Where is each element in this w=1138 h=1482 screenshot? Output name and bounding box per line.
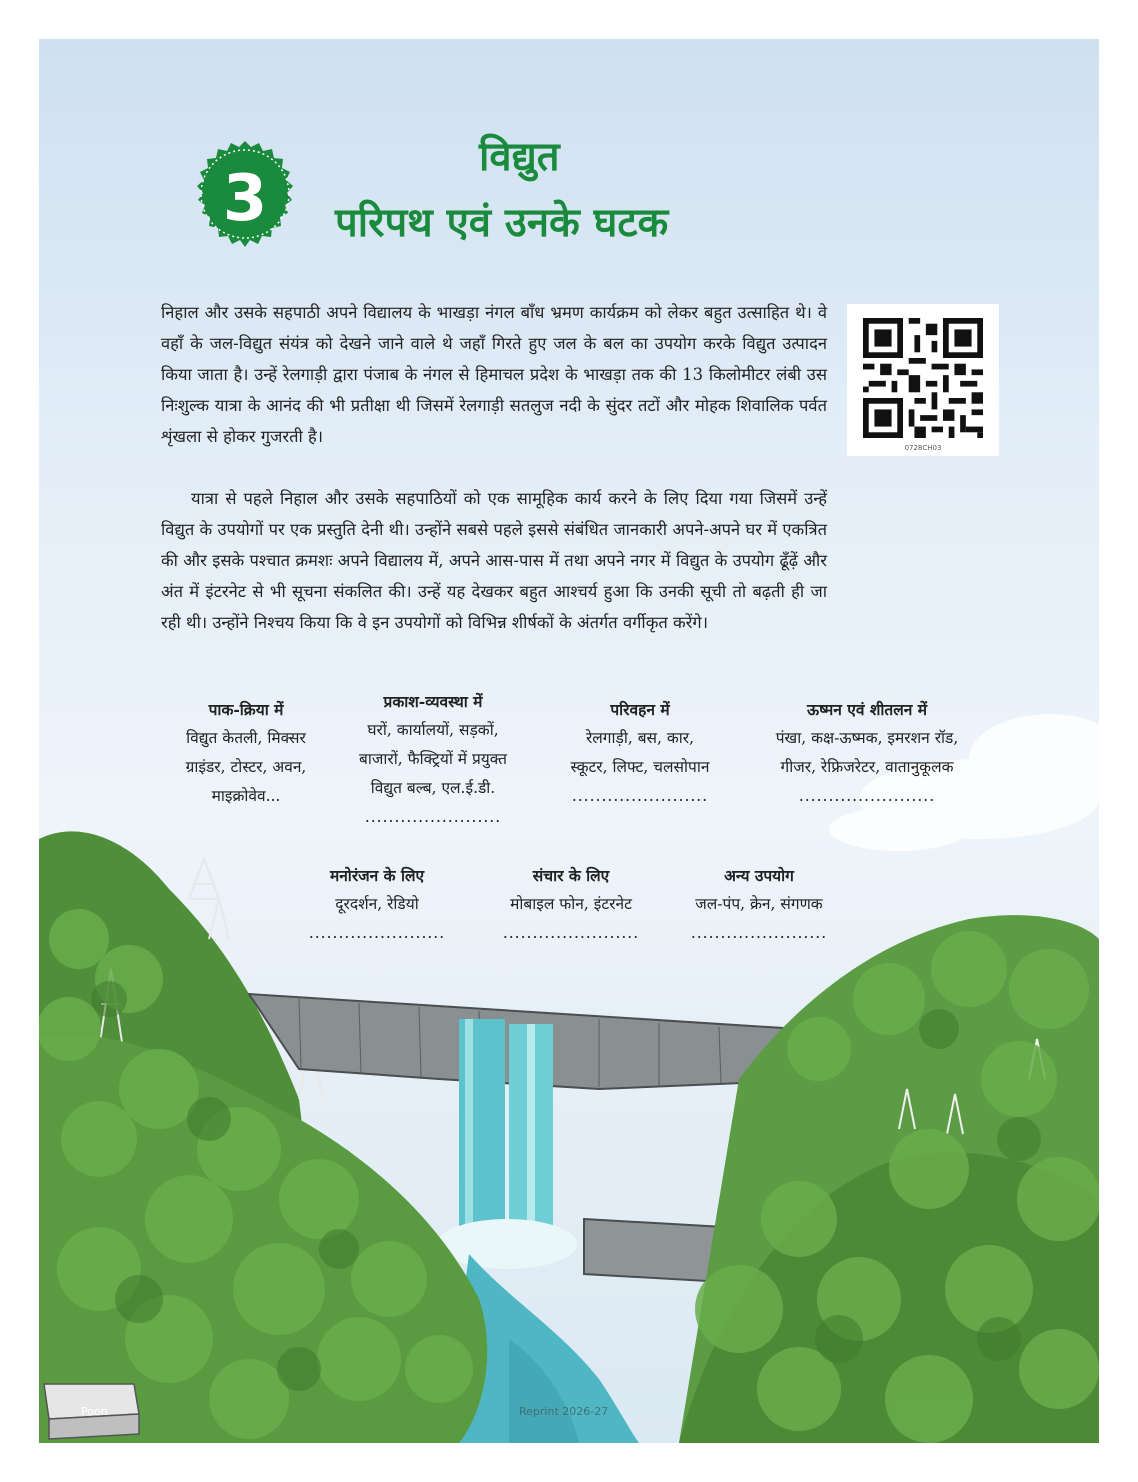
category-dots: .......................: [502, 924, 640, 942]
category-line: रेलगाड़ी, बस, कार,: [585, 729, 695, 747]
category-heating-cooling: [743, 695, 991, 811]
category-title: प्रकाश-व्यवस्था में: [383, 692, 483, 711]
intro-paragraph-1: निहाल और उसके सहपाठी अपने विद्यालय के भाखड़ा नंगल बाँध भ्रमण कार्यक्रम को लेकर बहुत उत्साहित थे। वे वहाँ के जल-विद्युत संयंत्र को देखने जाने वाले थे जहाँ गिरते हुए जल के बल का उपयोग करके विद्युत उत्पादन किया जाता है। उन्हें रेलगाड़ी द्वारा पंजाब के नंगल से हिमाचल प्रदेश के भाखड़ा तक की 13 किलोमीटर लंबी उस निःशुल्क यात्रा के आनंद की भी प्रतीक्षा थी जिसमें रेलगाड़ी सतलुज नदी के सुंदर तटों और मोहक शिवालिक पर्वत शृंखला से होकर गुजरती है।: [161, 303, 827, 446]
category-line: विद्युत केतली, मिक्सर: [186, 729, 306, 747]
reprint-note: Reprint 2026-27: [519, 1405, 609, 1418]
textbook-page: [39, 39, 1099, 1443]
category-title: ऊष्मन एवं शीतलन में: [806, 700, 928, 719]
chapter-title-line-1: विद्युत: [479, 134, 560, 180]
category-line: मोबाइल फोन, इंटरनेट: [510, 895, 632, 913]
chapter-title-line-2: परिपथ एवं उनके घटक: [335, 200, 669, 246]
qr-code-caption: 0728CH03: [904, 444, 942, 452]
chapter-number: 3: [222, 162, 268, 236]
category-line: बाजारों, फैक्ट्रियों में प्रयुक्त: [359, 750, 507, 768]
category-dots: .......................: [364, 808, 502, 826]
category-line: पंखा, कक्ष-ऊष्मक, इमरशन रॉड,: [775, 729, 959, 747]
category-entertainment: [291, 861, 463, 948]
page-label: Poon: [81, 1405, 108, 1418]
category-line: घरों, कार्यालयों, सड़कों,: [367, 721, 499, 739]
category-line: जल-पंप, क्रेन, संगणक: [695, 895, 823, 913]
category-title: संचार के लिए: [532, 866, 610, 885]
category-other-uses: [669, 861, 849, 948]
category-line: दूरदर्शन, रेडियो: [335, 895, 419, 913]
category-line: स्कूटर, लिफ्ट, चलसोपान: [570, 758, 710, 776]
category-line: माइक्रोवेव...: [211, 787, 281, 805]
category-title: मनोरंजन के लिए: [329, 866, 425, 885]
category-title: परिवहन में: [610, 700, 670, 719]
category-title: अन्य उपयोग: [724, 866, 794, 885]
category-title: पाक-क्रिया में: [208, 700, 284, 719]
qr-code-box: [847, 304, 999, 456]
category-dots: .......................: [308, 924, 446, 942]
category-dots: .......................: [690, 924, 828, 942]
intro-paragraph-2: यात्रा से पहले निहाल और उसके सहपाठियों को एक सामूहिक कार्य करने के लिए दिया गया जिसमें उन्हें विद्युत के उपयोगों पर एक प्रस्तुति देनी थी। उन्होंने सबसे पहले इससे संबंधित जानकारी अपने-अपने घर में एकत्रित की और इसके पश्चात क्रमशः अपने विद्यालय में, अपने आस-पास में तथा अपने नगर में विद्युत के उपयोग ढूँढ़ें और अंत में इंटरनेट से भी सूचना संकलित की। उन्हें यह देखकर बहुत आश्चर्य हुआ कि उनकी सूची तो बढ़ती ही जा रही थी। उन्होंने निश्चय किया कि वे इन उपयोगों को विभिन्न शीर्षकों के अंतर्गत वर्गीकृत करेंगे।: [161, 489, 827, 632]
category-dots: .......................: [571, 787, 709, 805]
qr-code-icon: [863, 318, 983, 438]
category-communication: [483, 861, 659, 948]
category-dots: .......................: [798, 787, 936, 805]
category-line: गीजर, रेफ्रिजरेटर, वातानुकूलक: [780, 758, 954, 776]
category-lighting: [321, 687, 545, 832]
category-transport: [539, 695, 741, 811]
category-line: विद्युत बल्ब, एल.ई.डी.: [370, 779, 496, 797]
category-line: ग्राइंडर, टोस्टर, अवन,: [185, 758, 307, 776]
